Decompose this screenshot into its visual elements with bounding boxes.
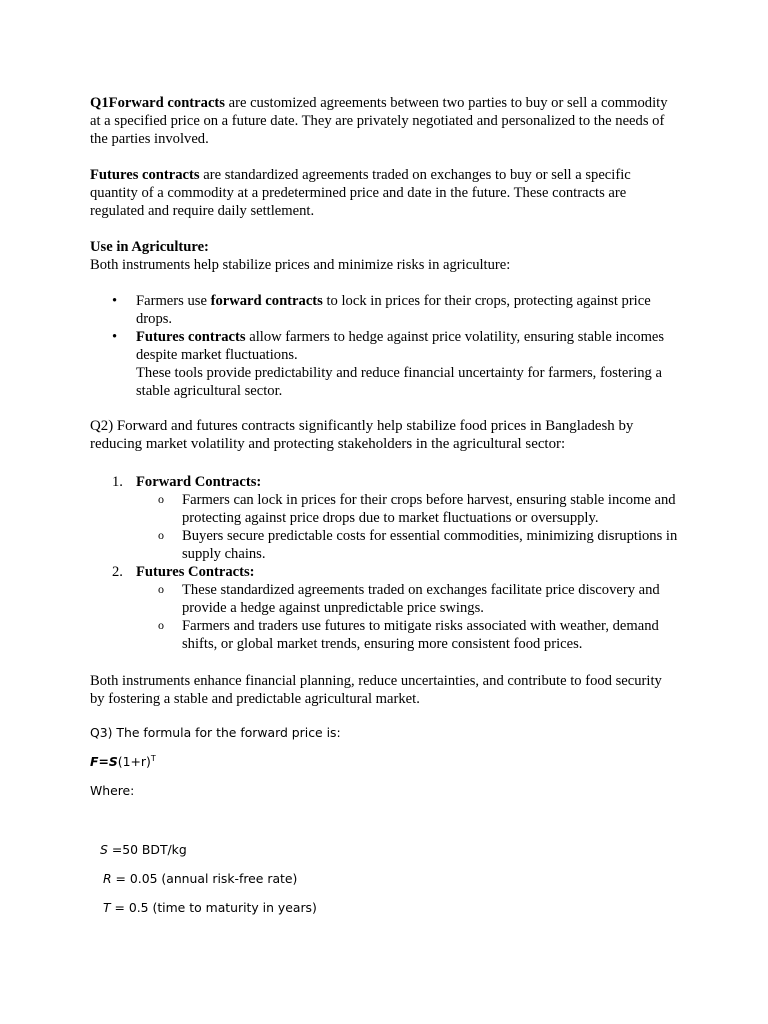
- q3-formula: $F=S(1+r)^T$: [90, 753, 156, 769]
- sub-bullet-icon: o: [158, 492, 164, 506]
- bullet-icon: •: [112, 293, 118, 309]
- q2-intro: Q2) Forward and futures contracts significantly help stabilize food prices in Bangladesh by reducing market volatility and protecting stakeholders in the agricultural sector:: [90, 418, 634, 452]
- q1-futures-definition: are standardized agreements traded on exchanges to buy or sell a specific quantity of a commodity at a predetermined price and date in the future. These contracts are regulated and require daily settlement.: [90, 167, 631, 219]
- q1-bullet-continuation: These tools provide predictability and reduce financial uncertainty for farmers, fostering a stable agricultural sector.: [136, 365, 662, 399]
- q2-sublist: [136, 491, 680, 563]
- sub-bullet-icon: o: [158, 618, 164, 632]
- q3-where: Where:: [90, 783, 135, 798]
- q1-forward-paragraph: [90, 94, 680, 148]
- list-item: o Farmers and traders use futures to mitigate risks associated with weather, demand shifts, or global market trends, ensuring more consistent food prices.: [158, 618, 659, 652]
- q2-numbered-list: [90, 473, 680, 653]
- list-number: 2.: [112, 564, 123, 580]
- q2-conclusion: Both instruments enhance financial planning, reduce uncertainties, and contribute to food security by fostering a stable and predictable agricultural market.: [90, 673, 662, 707]
- q1-futures-term: Futures contracts: [90, 167, 200, 183]
- q3-var-r: R = 0.05 (annual risk-free rate): [103, 871, 298, 886]
- q2-item-title: Forward Contracts:: [136, 474, 262, 490]
- q2-item-title: Futures Contracts:: [136, 564, 255, 580]
- q1-forward-definition: are customized agreements between two parties to buy or sell a commodity at a specified price on a future date. They are privately negotiated and personalized to the needs of the parties involved.: [90, 95, 668, 147]
- q3-var-t: T = 0.5 (time to maturity in years): [103, 900, 317, 915]
- list-item: o Farmers can lock in prices for their crops before harvest, ensuring stable income and protecting against price drops due to market fluctuations or oversupply.: [158, 492, 676, 526]
- list-item: • Futures contracts allow farmers to hedge against price volatility, ensuring stable incomes despite market fluctuations. These tools provide predictability and reduce financial uncertainty for farmers, fostering a stable agricultural sector.: [112, 329, 665, 399]
- list-number: 1.: [112, 474, 123, 490]
- list-item: [90, 563, 680, 653]
- list-item: [90, 473, 680, 563]
- sub-bullet-icon: o: [158, 582, 164, 596]
- q2-sublist: [136, 581, 680, 653]
- list-item: o Buyers secure predictable costs for essential commodities, minimizing disruptions in supply chains.: [158, 528, 678, 562]
- q1-use-intro: Both instruments help stabilize prices and minimize risks in agriculture:: [90, 257, 511, 273]
- q1-forward-term: Q1Forward contracts: [90, 95, 225, 111]
- q3-var-s: S =50 BDT/kg: [100, 842, 187, 857]
- list-item: • Farmers use forward contracts to lock in prices for their crops, protecting against price drops.: [112, 293, 651, 327]
- q1-use-heading: Use in Agriculture:: [90, 239, 209, 255]
- q1-futures-paragraph: [90, 166, 680, 220]
- q3-intro: Q3) The formula for the forward price is:: [90, 725, 341, 740]
- sub-bullet-icon: o: [158, 528, 164, 542]
- list-item: o These standardized agreements traded on exchanges facilitate price discovery and provide a hedge against unpredictable price swings.: [158, 582, 660, 616]
- bullet-icon: •: [112, 329, 118, 345]
- q1-bullet-list: [90, 292, 680, 400]
